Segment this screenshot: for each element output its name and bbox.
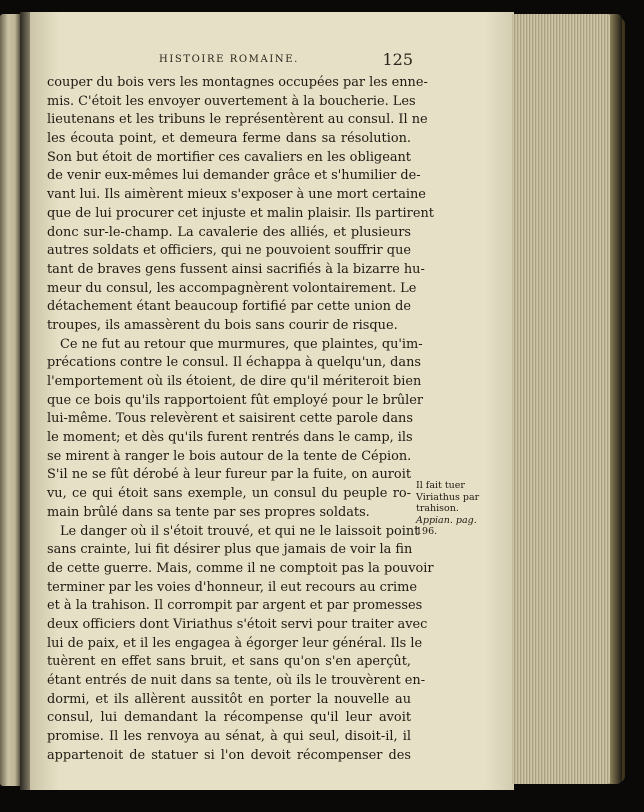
text-line: Le danger où il s'étoit trouvé, et qui ne le laissoit point [60,523,420,539]
text-line: couper du bois vers les montagnes occupées par les enne- [47,75,428,90]
text-line: et à la trahison. Il corrompit par argent et par promesses [47,598,423,614]
text-line: détachement étant beaucoup fortifié par cette union de [47,299,411,315]
page-number: 125 [382,50,413,69]
text-line: terminer par les voies d'honneur, il eut recours au crime [47,579,417,595]
text-line: que ce bois qu'ils rapportoient fût employé pour le brûler [47,392,424,408]
margin-note-line: Viriathus par [416,491,480,503]
text-line: mis. C'étoit les envoyer ouvertement à la boucherie. Les [47,93,416,109]
text-line: appartenoit de statuer si l'on devoit récompenser des [47,747,411,763]
text-line: consul, lui demandant la récompense qu'il leur avoit [47,710,411,726]
text-line: promise. Il les renvoya au sénat, à qui seul, disoit-il, il [47,729,411,745]
text-line: main brûlé dans sa tente par ses propres soldats. [47,504,370,520]
text-line: donc sur-le-champ. La cavalerie des alliés, et plusieurs [47,224,411,240]
margin-note-reference: 196. [416,526,438,537]
text-line: de cette guerre. Mais, comme il ne comptoit pas la pouvoir [47,560,434,576]
text-line: autres soldats et officiers, qui ne pouvoient souffrir que [47,243,411,259]
text-line: troupes, ils amassèrent du bois sans courir de risque. [47,317,398,333]
margin-note-line: trahison. [416,503,459,514]
text-line: lui-même. Tous relevèrent et saisirent cette parole dans [47,411,413,427]
text-line: vu, ce qui étoit sans exemple, un consul du peuple ro- [47,486,411,502]
paragraph [47,74,434,336]
text-line: vant lui. Ils aimèrent mieux s'exposer à une mort certaine [47,187,426,203]
text-line: précations contre le consul. Il échappa à quelqu'un, dans [47,355,422,371]
margin-note-line: Il fait tuer [416,480,465,491]
text-line: meur du consul, les accompagnèrent volontairement. Le [47,280,417,296]
text-line: de venir eux-mêmes lui demander grâce et s'humilier de- [47,168,421,184]
text-line: dormi, et ils allèrent aussitôt en porter la nouvelle au [47,691,411,707]
page-header [47,50,411,70]
page-edges [512,14,612,784]
text-line: que de lui procurer cet injuste et malin plaisir. Ils partirent [47,205,434,221]
text-line: les écouta point, et demeura ferme dans sa résolution. [47,131,411,147]
text-line: l'emportement où ils étoient, de dire qu'il mériteroit bien [47,374,422,389]
text-line: Ce ne fut au retour que murmures, que plaintes, qu'im- [60,336,423,352]
text-line: lieutenans et les tribuns le représentèrent au consul. Il ne [47,112,428,128]
text-line: tant de braves gens fussent ainsi sacrifiés à la bizarre hu- [47,261,425,277]
text-line: deux officiers dont Viriathus s'étoit servi pour traiter avec [47,616,428,632]
running-title: HISTOIRE ROMAINE. [159,54,299,65]
text-line: sans crainte, lui fit désirer plus que jamais de voir la fin [47,542,413,558]
text-line: Son but étoit de mortifier ces cavaliers en les obligeant [47,149,411,165]
text-line: S'il ne se fût dérobé à leur fureur par la fuite, on auroit [47,467,411,483]
text-line: se mirent à ranger le bois autour de la tente de Cépion. [47,448,412,464]
margin-note-reference: Appian. pag. [416,514,477,526]
text-line: le moment; et dès qu'ils furent rentrés dans le camp, ils [47,430,413,446]
margin-note [416,480,486,538]
text-line: lui de paix, et il les engagea à égorger leur général. Ils le [47,635,423,651]
text-line: tuèrent en effet sans bruit, et sans qu'on s'en aperçût, [47,654,411,670]
facing-page-edge [0,14,20,786]
paragraph [47,336,424,523]
text-line: étant entrés de nuit dans sa tente, où ils le trouvèrent en- [47,673,426,688]
